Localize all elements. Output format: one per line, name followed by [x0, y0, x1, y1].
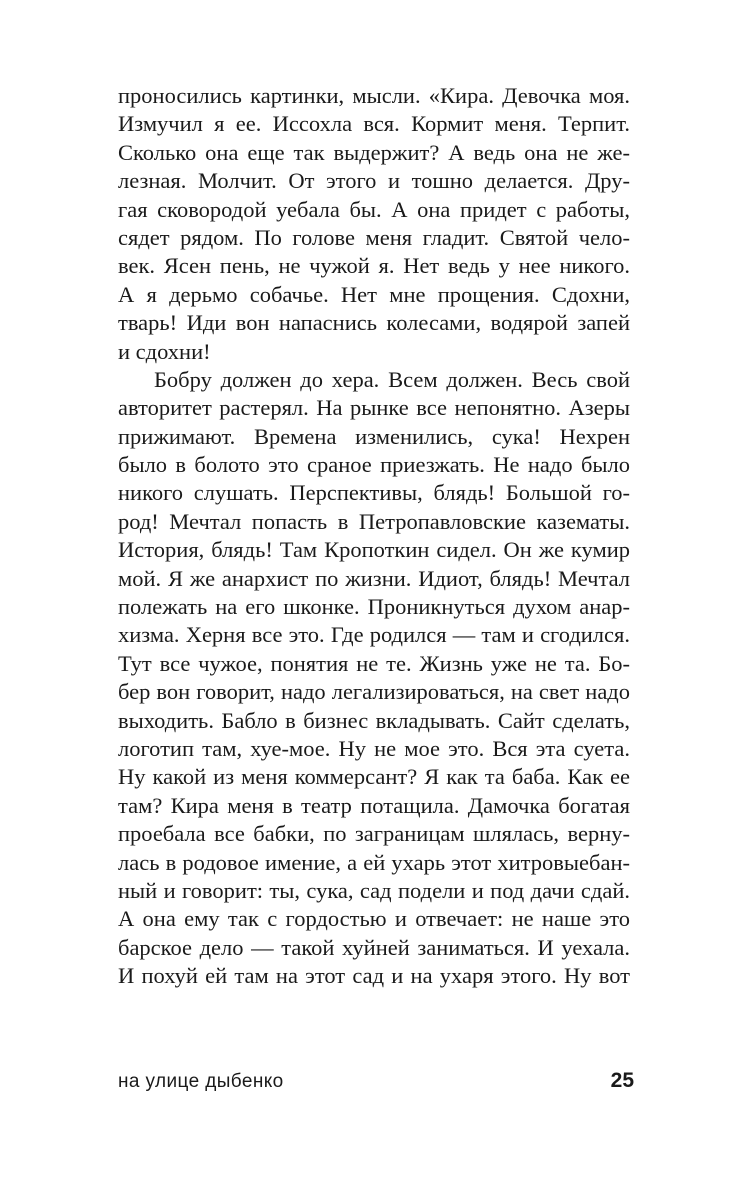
text-line: Сколько она еще так выдержит? А ведь она не же- [118, 139, 630, 165]
text-line: Тут все чужое, понятия не те. Жизнь уже не та. Бо- [118, 650, 630, 676]
text-line: проносились картинки, мысли. «Кира. Девочка моя. [118, 83, 630, 108]
text-line: мой. Я же анархист по жизни. Идиот, блядь! Мечтал [118, 565, 630, 591]
text-line: А она ему так с гордостью и отвечает: не наше это [118, 906, 630, 932]
text-line: бер вон говорит, надо легализироваться, на свет надо [118, 679, 630, 705]
text-line: Бобру должен до хера. Всем должен. Весь свой [154, 366, 630, 392]
text-line: ный и говорит: ты, сука, сад подели и под дачи сдай. [118, 877, 630, 903]
text-line: род! Мечтал попасть в Петропавловские казематы. [118, 508, 630, 534]
text-line: логотип там, хуе-мое. Ну не мое это. Вся эта суета. [118, 735, 630, 761]
text-line: История, блядь! Там Кропоткин сидел. Он же кумир [118, 537, 630, 563]
text-line: век. Ясен пень, не чужой я. Нет ведь у нее никого. [118, 253, 630, 279]
text-line: никого слушать. Перспективы, блядь! Большой го- [118, 480, 630, 506]
text-line: гая сковородой уебала бы. А она придет с работы, [118, 196, 630, 222]
text-line: Ну какой из меня коммерсант? Я как та баба. Как ее [118, 764, 630, 790]
text-line: барское дело — такой хуйней заниматься. И уехала. [118, 934, 630, 960]
text-line: авторитет растерял. На рынке все непонятно. Азеры [118, 395, 630, 421]
page-number: 25 [610, 1069, 634, 1092]
text-line: тварь! Иди вон напаснись колесами, водярой запей [118, 310, 630, 336]
body-text [118, 82, 630, 991]
text-line: и сдохни! [118, 338, 211, 364]
text-line: выходить. Бабло в бизнес вкладывать. Сайт сделать, [118, 707, 630, 733]
running-title: на улице дыбенко [118, 1071, 284, 1092]
text-line: проебала все бабки, по заграницам шлялась, верну- [118, 821, 630, 847]
text-line: лась в родовое имение, а ей ухарь этот хитровыебан- [118, 849, 630, 875]
text-line: Измучил я ее. Иссохла вся. Кормит меня. Терпит. [118, 111, 630, 137]
text-line: хизма. Херня все это. Где родился — там и сгодился. [118, 622, 630, 648]
text-line: было в болото это сраное приезжать. Не надо было [118, 452, 630, 478]
text-line: прижимают. Времена изменились, сука! Нехрен [118, 423, 630, 449]
text-line: полежать на его шконке. Проникнуться духом анар- [118, 594, 630, 620]
text-line: там? Кира меня в театр потащила. Дамочка богатая [118, 792, 630, 818]
text-line: А я дерьмо собачье. Нет мне прощения. Сдохни, [118, 281, 630, 307]
text-line: И похуй ей там на этот сад и на ухаря этого. Ну вот [118, 963, 630, 989]
text-line: сядет рядом. По голове меня гладит. Святой чело- [118, 224, 630, 250]
text-line: лезная. Молчит. От этого и тошно делается. Дру- [118, 168, 630, 194]
